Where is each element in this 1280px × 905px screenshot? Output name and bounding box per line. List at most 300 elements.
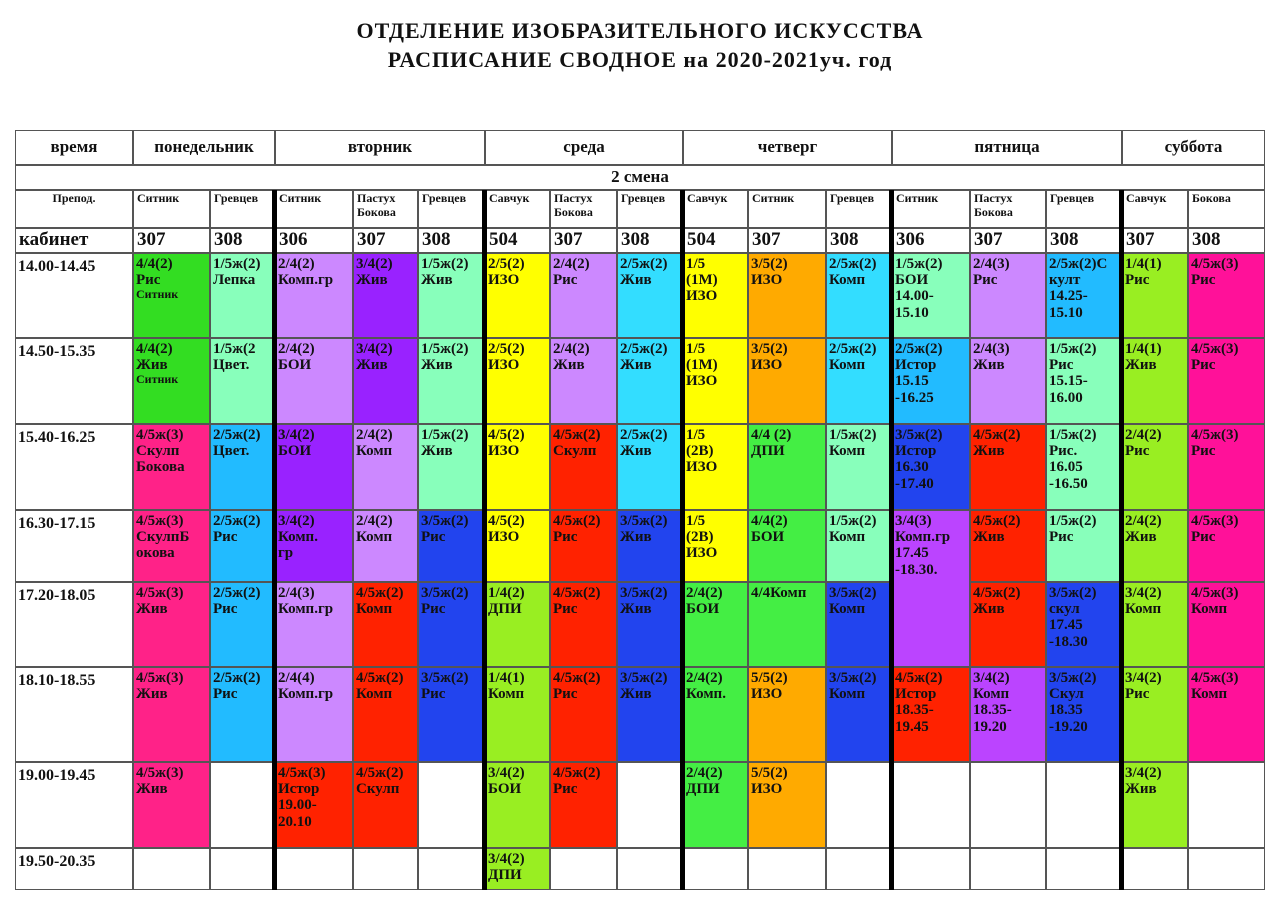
teacher-cell xyxy=(353,190,418,228)
lesson-line: 2/4(2) xyxy=(553,341,590,357)
day-header xyxy=(133,130,275,165)
teacher-cell xyxy=(826,190,892,228)
lesson-line: Рис xyxy=(1049,529,1074,546)
lesson-line: БОИ xyxy=(751,529,785,546)
lesson-line: Скулп xyxy=(553,443,597,460)
lesson-line: Рис xyxy=(136,272,161,289)
lesson-line: ИЗО xyxy=(751,686,783,703)
lesson-cell xyxy=(617,510,683,582)
day-header xyxy=(683,130,892,165)
cabinet-cell xyxy=(892,228,970,253)
lesson-line: 18.35- xyxy=(973,702,1012,719)
cabinet-cell xyxy=(1122,228,1188,253)
teacher-name: Ситник xyxy=(137,191,180,205)
teacher-name: Гревцев xyxy=(621,191,666,205)
lesson-line: 4/5ж(2) xyxy=(553,585,601,601)
lesson-line: 14.25- xyxy=(1049,288,1088,305)
day-header-label: четверг xyxy=(757,137,818,157)
lesson-line: 2/4(3) xyxy=(278,585,315,601)
lesson-cell xyxy=(1122,338,1188,424)
room-number: 308 xyxy=(621,229,650,251)
lesson-line: 15.10 xyxy=(895,304,929,321)
lesson-line: Комп xyxy=(1125,601,1162,618)
teacher-name: Савчук xyxy=(1126,191,1167,205)
lesson-cell xyxy=(683,338,748,424)
room-number: 308 xyxy=(1050,229,1079,251)
lesson-cell xyxy=(485,848,550,890)
lesson-line: 4/5ж(2) xyxy=(356,765,404,781)
lesson-line: 2/5ж(2) xyxy=(213,585,261,601)
lesson-line: 15.15 xyxy=(895,373,929,390)
lesson-cell xyxy=(892,424,970,510)
cabinet-cell xyxy=(550,228,617,253)
teacher-cell xyxy=(617,190,683,228)
lesson-line: ДПИ xyxy=(751,443,785,460)
cabinet-cell xyxy=(617,228,683,253)
lesson-line: 4/4Комп xyxy=(751,585,807,601)
lesson-line: Комп xyxy=(829,529,866,546)
lesson-line: 19.00- xyxy=(278,797,317,814)
lesson-line: 4/5ж(3) xyxy=(136,765,184,781)
teacher-header-label: Препод. xyxy=(52,191,96,205)
lesson-cell xyxy=(353,424,418,510)
time-slot-label: 17.20-18.05 xyxy=(18,587,96,604)
lesson-line: Комп. xyxy=(278,529,318,546)
lesson-cell xyxy=(485,338,550,424)
lesson-line: Рис xyxy=(1191,357,1216,374)
lesson-line: Ситник xyxy=(136,372,179,387)
lesson-line: 3/5ж(2) xyxy=(620,585,668,601)
lesson-cell xyxy=(683,424,748,510)
day-separator xyxy=(272,190,277,890)
lesson-cell xyxy=(133,762,210,848)
lesson-line: 3/5(2) xyxy=(751,256,788,272)
lesson-line: 3/4(2) xyxy=(278,513,315,529)
lesson-line: 3/5(2) xyxy=(751,341,788,357)
time-header xyxy=(15,130,133,165)
lesson-cell xyxy=(748,253,826,338)
lesson-cell xyxy=(1046,253,1122,338)
lesson-line: 15.10 xyxy=(1049,304,1083,321)
lesson-cell xyxy=(550,848,617,890)
lesson-line: -18.30. xyxy=(895,561,938,578)
lesson-cell xyxy=(418,253,485,338)
lesson-line: 1/4(1) xyxy=(1125,256,1162,272)
time-slot-label: 15.40-16.25 xyxy=(18,429,96,446)
lesson-cell xyxy=(210,510,275,582)
lesson-line: Жив xyxy=(356,357,388,374)
lesson-line: 14.00- xyxy=(895,288,934,305)
teacher-name: Гревцев xyxy=(422,191,467,205)
lesson-line: ИЗО xyxy=(751,272,783,289)
lesson-cell xyxy=(1046,848,1122,890)
lesson-line: Цвет. xyxy=(213,443,250,460)
lesson-line: култ xyxy=(1049,272,1081,289)
lesson-cell xyxy=(826,510,892,582)
teacher-cell xyxy=(275,190,353,228)
lesson-line: 4/5ж(3) xyxy=(136,513,184,529)
lesson-line: Комп xyxy=(356,686,393,703)
lesson-line: 1/5 xyxy=(686,256,706,272)
lesson-line: Жив xyxy=(1125,781,1157,798)
lesson-line: 4/5ж(3) xyxy=(136,427,184,443)
lesson-line: 4/5ж(2) xyxy=(973,513,1021,529)
lesson-line: 17.45 xyxy=(1049,617,1083,634)
lesson-line: (2В) xyxy=(686,443,714,460)
lesson-line: 5/5(2) xyxy=(751,765,788,781)
lesson-line: 2/4(2) xyxy=(1125,513,1162,529)
lesson-cell xyxy=(418,582,485,667)
lesson-line: Жив xyxy=(620,357,652,374)
time-slot xyxy=(15,253,133,338)
lesson-line: 2/4(2) xyxy=(686,670,723,686)
lesson-cell xyxy=(353,582,418,667)
lesson-cell xyxy=(826,424,892,510)
lesson-line: 2/4(2) xyxy=(356,513,393,529)
lesson-line: Жив xyxy=(1125,529,1157,546)
lesson-line: Жив xyxy=(356,272,388,289)
lesson-line: Лепка xyxy=(213,272,256,289)
lesson-line: (1М) xyxy=(686,357,718,374)
teacher-cell xyxy=(1122,190,1188,228)
time-slot xyxy=(15,762,133,848)
lesson-line: Ситник xyxy=(136,287,179,302)
shift-label: 2 смена xyxy=(611,167,669,187)
lesson-cell xyxy=(275,848,353,890)
lesson-line: 4/5ж(3) xyxy=(1191,513,1239,529)
lesson-line: Бокова xyxy=(136,459,185,476)
day-header-label: суббота xyxy=(1164,137,1223,157)
lesson-line: Рис xyxy=(1191,272,1216,289)
lesson-cell xyxy=(133,667,210,762)
lesson-line: 16.05 xyxy=(1049,459,1083,476)
teacher-cell xyxy=(1188,190,1265,228)
lesson-line: 18.35 xyxy=(1049,702,1083,719)
teacher-cell xyxy=(1046,190,1122,228)
lesson-cell xyxy=(485,253,550,338)
lesson-line: -18.30 xyxy=(1049,633,1088,650)
lesson-line: 4/5ж(2) xyxy=(973,427,1021,443)
lesson-line: Жив xyxy=(620,601,652,618)
teacher-header xyxy=(15,190,133,228)
time-slot xyxy=(15,848,133,890)
lesson-line: Рис xyxy=(553,272,578,289)
cabinet-cell xyxy=(353,228,418,253)
lesson-line: БОИ xyxy=(278,443,312,460)
day-separator xyxy=(889,190,894,890)
lesson-line: Рис xyxy=(421,601,446,618)
teacher-cell xyxy=(133,190,210,228)
lesson-line: Жив xyxy=(421,272,453,289)
time-slot-label: 16.30-17.15 xyxy=(18,515,96,532)
lesson-line: Рис xyxy=(421,686,446,703)
lesson-line: Рис xyxy=(213,686,238,703)
cabinet-cell xyxy=(683,228,748,253)
lesson-cell xyxy=(826,762,892,848)
lesson-line: Истор xyxy=(278,781,320,798)
lesson-line: 1/5ж(2) xyxy=(1049,513,1097,529)
teacher-name: Бокова xyxy=(1192,191,1231,205)
lesson-line: 17.45 xyxy=(895,545,929,562)
lesson-cell xyxy=(275,762,353,848)
lesson-line: Жив xyxy=(1125,357,1157,374)
lesson-line: Комп xyxy=(829,601,866,618)
lesson-cell xyxy=(485,762,550,848)
lesson-line: 4/4(2) xyxy=(136,256,173,272)
teacher-cell xyxy=(210,190,275,228)
lesson-line: Комп.гр xyxy=(278,272,334,289)
room-number: 307 xyxy=(554,229,583,251)
day-header xyxy=(275,130,485,165)
lesson-line: 4/4(2) xyxy=(136,341,173,357)
lesson-line: 2/4(4) xyxy=(278,670,315,686)
lesson-cell xyxy=(1046,510,1122,582)
lesson-cell xyxy=(353,253,418,338)
lesson-line: Комп xyxy=(488,686,525,703)
lesson-line: 1/4(1) xyxy=(1125,341,1162,357)
lesson-cell xyxy=(353,338,418,424)
lesson-line: 2/4(3) xyxy=(973,256,1010,272)
lesson-line: 2/5ж(2) xyxy=(213,670,261,686)
lesson-line: 2/4(2) xyxy=(686,585,723,601)
lesson-line: 2/5ж(2) xyxy=(829,341,877,357)
lesson-cell xyxy=(970,424,1046,510)
lesson-cell xyxy=(1046,582,1122,667)
lesson-line: Комп xyxy=(829,686,866,703)
lesson-cell xyxy=(1046,338,1122,424)
teacher-name: Гревцев xyxy=(1050,191,1095,205)
lesson-line: Рис xyxy=(973,272,998,289)
lesson-cell xyxy=(353,762,418,848)
lesson-line: -19.20 xyxy=(1049,718,1088,735)
lesson-line: 4/5ж(3) xyxy=(1191,427,1239,443)
lesson-line: 4/4(2) xyxy=(751,513,788,529)
lesson-line: 4/5ж(2) xyxy=(553,765,601,781)
lesson-line: 4/5ж(2) xyxy=(553,427,601,443)
lesson-cell xyxy=(892,253,970,338)
lesson-line: БОИ xyxy=(686,601,720,618)
lesson-cell xyxy=(550,338,617,424)
lesson-cell xyxy=(210,667,275,762)
lesson-line: 4/5ж(3) xyxy=(1191,256,1239,272)
lesson-line: 1/5ж(2) xyxy=(829,427,877,443)
lesson-line: 3/5ж(2) xyxy=(829,670,877,686)
lesson-line: ИЗО xyxy=(751,781,783,798)
lesson-cell xyxy=(550,582,617,667)
lesson-line: Жив xyxy=(620,443,652,460)
lesson-line: Комп xyxy=(356,529,393,546)
lesson-line: 1/5ж(2) xyxy=(1049,427,1097,443)
lesson-cell xyxy=(418,762,485,848)
lesson-line: Жив xyxy=(421,443,453,460)
room-number: 307 xyxy=(1126,229,1155,251)
lesson-line: Комп. xyxy=(686,686,726,703)
teacher-name: Пастух Бокова xyxy=(554,191,593,219)
lesson-cell xyxy=(1188,848,1265,890)
lesson-line: Комп xyxy=(356,601,393,618)
cabinet-cell xyxy=(1046,228,1122,253)
lesson-line: Жив xyxy=(136,781,168,798)
lesson-line: БОИ xyxy=(278,357,312,374)
room-number: 306 xyxy=(896,229,925,251)
lesson-cell xyxy=(617,582,683,667)
lesson-line: Комп xyxy=(1191,601,1228,618)
lesson-cell xyxy=(1122,762,1188,848)
lesson-cell xyxy=(1122,848,1188,890)
room-number: 504 xyxy=(489,229,518,251)
lesson-line: 2/4(2) xyxy=(553,256,590,272)
lesson-line: Жив xyxy=(620,272,652,289)
lesson-line: Рис xyxy=(1049,357,1074,374)
time-slot-label: 19.50-20.35 xyxy=(18,853,96,870)
day-header-label: пятница xyxy=(974,137,1040,157)
lesson-line: 4/5ж(2) xyxy=(553,513,601,529)
lesson-line: 1/5ж(2) xyxy=(421,341,469,357)
lesson-cell xyxy=(892,338,970,424)
lesson-line: 1/5ж(2) xyxy=(829,513,877,529)
lesson-line: Жив xyxy=(136,601,168,618)
lesson-line: Рис xyxy=(213,529,238,546)
lesson-cell xyxy=(485,424,550,510)
lesson-cell xyxy=(550,667,617,762)
lesson-cell xyxy=(133,582,210,667)
lesson-line: 3/5ж(2) xyxy=(421,513,469,529)
lesson-cell xyxy=(1122,667,1188,762)
room-number: 308 xyxy=(214,229,243,251)
room-number: 308 xyxy=(422,229,451,251)
teacher-name: Ситник xyxy=(279,191,322,205)
lesson-cell xyxy=(1188,424,1265,510)
day-header-label: понедельник xyxy=(154,137,254,157)
lesson-cell xyxy=(683,848,748,890)
lesson-line: 3/5ж(2) xyxy=(421,670,469,686)
lesson-line: Рис xyxy=(1125,443,1150,460)
lesson-line: 1/5 xyxy=(686,341,706,357)
lesson-cell xyxy=(748,582,826,667)
lesson-line: 2/4(2) xyxy=(278,256,315,272)
lesson-cell xyxy=(748,338,826,424)
lesson-line: 4/5ж(3) xyxy=(136,585,184,601)
lesson-cell xyxy=(1046,762,1122,848)
lesson-line: (1М) xyxy=(686,272,718,289)
room-number: 504 xyxy=(687,229,716,251)
cabinet-cell xyxy=(210,228,275,253)
lesson-line: 2/5(2) xyxy=(488,256,525,272)
lesson-line: 15.15- xyxy=(1049,373,1088,390)
teacher-name: Гревцев xyxy=(214,191,259,205)
lesson-line: 3/4(2) xyxy=(488,851,525,867)
lesson-cell xyxy=(617,253,683,338)
cabinet-cell xyxy=(133,228,210,253)
lesson-line: Жив xyxy=(620,529,652,546)
page-subtitle: РАСПИСАНИЕ СВОДНОЕ на 2020-2021уч. год xyxy=(387,47,893,72)
lesson-line: Скулп xyxy=(356,781,400,798)
lesson-cell xyxy=(970,338,1046,424)
lesson-cell xyxy=(617,667,683,762)
lesson-cell xyxy=(748,510,826,582)
lesson-line: СкулпБ xyxy=(136,529,190,546)
lesson-cell xyxy=(970,667,1046,762)
lesson-line: ИЗО xyxy=(488,443,520,460)
lesson-cell xyxy=(683,510,748,582)
lesson-line: 2/5ж(2) xyxy=(829,256,877,272)
lesson-line: ДПИ xyxy=(686,781,720,798)
day-header xyxy=(485,130,683,165)
lesson-cell xyxy=(210,424,275,510)
lesson-cell xyxy=(353,848,418,890)
cabinet-header xyxy=(15,228,133,253)
lesson-line: Комп.гр xyxy=(278,601,334,618)
lesson-cell xyxy=(133,253,210,338)
lesson-line: 1/5ж(2) xyxy=(1049,341,1097,357)
lesson-cell xyxy=(275,424,353,510)
lesson-line: 3/4(2) xyxy=(356,341,393,357)
lesson-line: 4/5ж(3) xyxy=(1191,670,1239,686)
lesson-cell xyxy=(133,424,210,510)
lesson-cell xyxy=(970,582,1046,667)
lesson-line: Жив xyxy=(136,686,168,703)
lesson-line: ДПИ xyxy=(488,601,522,618)
time-slot xyxy=(15,510,133,582)
lesson-line: ИЗО xyxy=(488,357,520,374)
lesson-cell xyxy=(1046,667,1122,762)
lesson-line: 4/5ж(3) xyxy=(278,765,326,781)
cabinet-cell xyxy=(418,228,485,253)
lesson-cell xyxy=(1122,582,1188,667)
lesson-line: 4/5ж(3) xyxy=(1191,341,1239,357)
lesson-cell xyxy=(826,253,892,338)
lesson-line: Жив xyxy=(973,601,1005,618)
lesson-line: ИЗО xyxy=(686,288,718,305)
lesson-line: Жив xyxy=(973,443,1005,460)
lesson-line: Цвет. xyxy=(213,357,250,374)
room-number: 307 xyxy=(752,229,781,251)
lesson-line: 16.00 xyxy=(1049,389,1083,406)
lesson-line: Рис xyxy=(553,601,578,618)
lesson-cell xyxy=(418,510,485,582)
lesson-line: 1/5ж(2) xyxy=(895,256,943,272)
time-slot xyxy=(15,424,133,510)
lesson-line: (2В) xyxy=(686,529,714,546)
teacher-cell xyxy=(683,190,748,228)
lesson-line: 4/4 (2) xyxy=(751,427,792,443)
time-slot-label: 19.00-19.45 xyxy=(18,767,96,784)
lesson-line: 5/5(2) xyxy=(751,670,788,686)
lesson-line: 3/5ж(2) xyxy=(1049,585,1097,601)
lesson-line: Комп xyxy=(829,443,866,460)
lesson-line: Рис xyxy=(1191,529,1216,546)
lesson-cell xyxy=(683,253,748,338)
lesson-cell xyxy=(1122,253,1188,338)
lesson-line: 2/5ж(2) xyxy=(620,427,668,443)
teacher-name: Савчук xyxy=(687,191,728,205)
lesson-line: 1/5ж(2 xyxy=(213,341,256,357)
lesson-line: 2/4(2) xyxy=(1125,427,1162,443)
lesson-line: Комп xyxy=(829,272,866,289)
lesson-cell xyxy=(418,667,485,762)
lesson-cell xyxy=(210,253,275,338)
lesson-line: ИЗО xyxy=(488,272,520,289)
lesson-line: скул xyxy=(1049,601,1080,618)
lesson-line: -16.25 xyxy=(895,389,934,406)
teacher-cell xyxy=(748,190,826,228)
cabinet-cell xyxy=(1188,228,1265,253)
lesson-cell xyxy=(683,582,748,667)
lesson-line: Рис xyxy=(1125,272,1150,289)
lesson-cell xyxy=(550,762,617,848)
lesson-line: Скул xyxy=(1049,686,1084,703)
lesson-line: 3/4(2) xyxy=(1125,585,1162,601)
